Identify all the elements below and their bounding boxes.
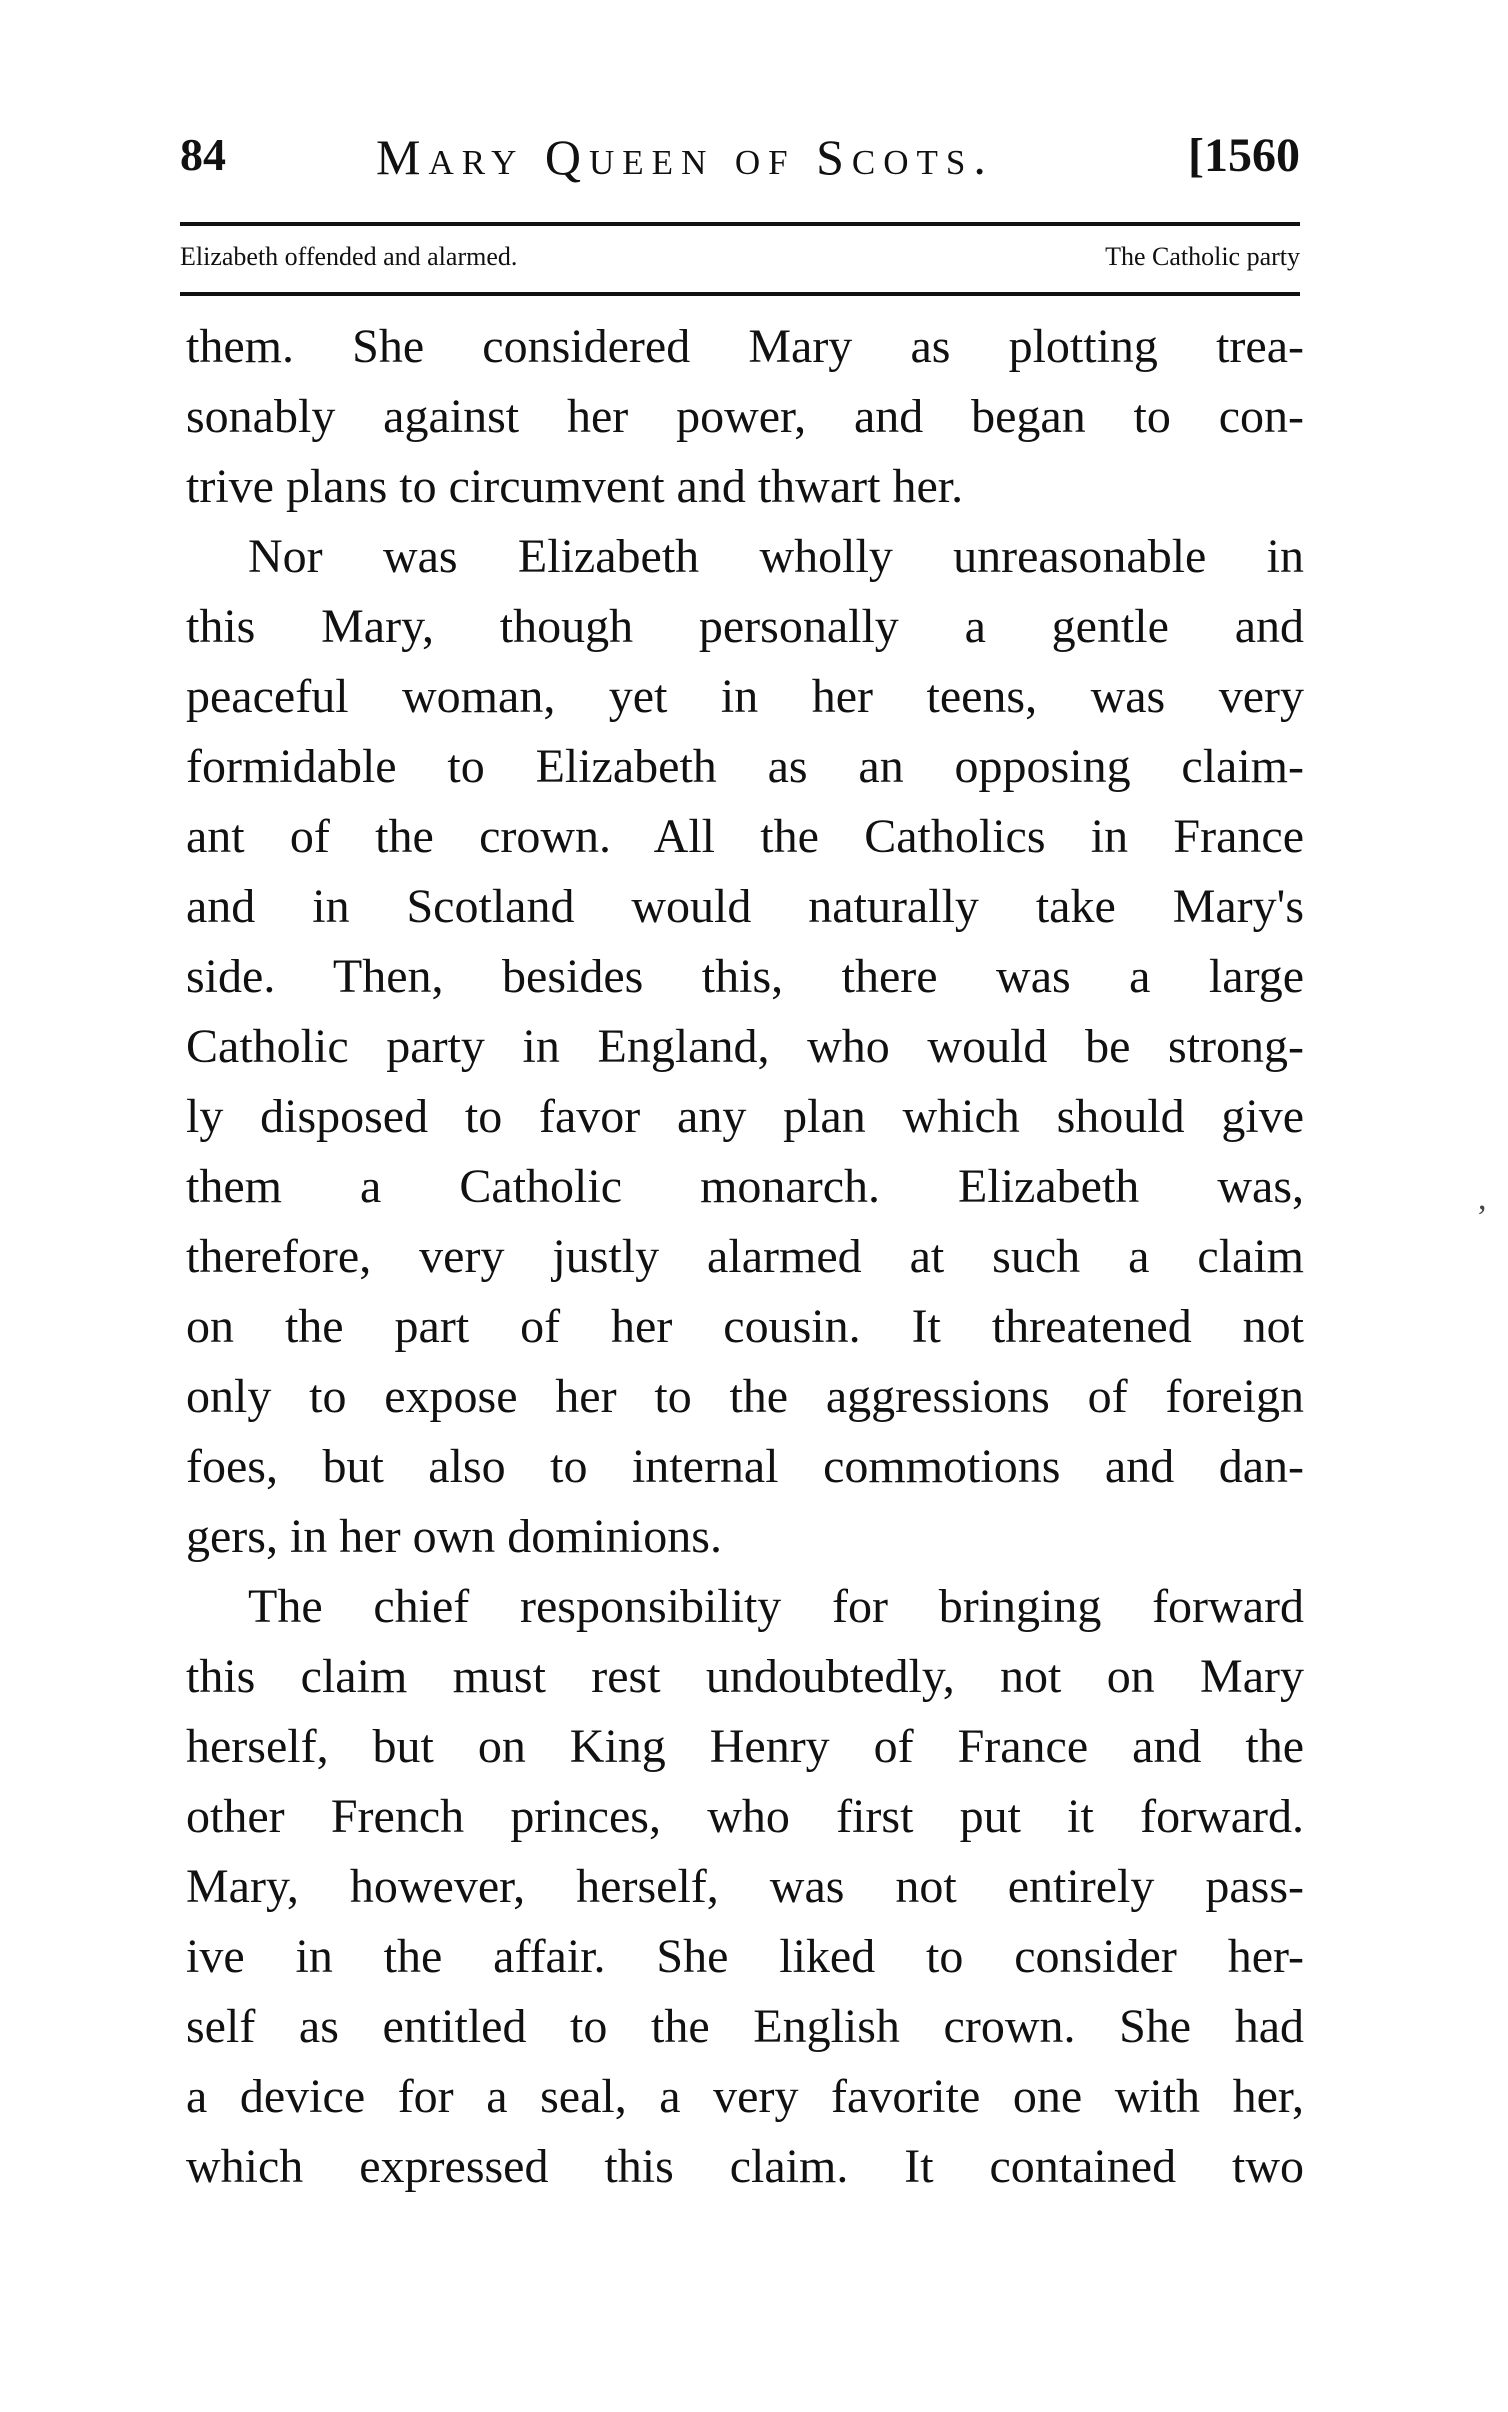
- text-line: The chief responsibility for bringing forward: [248, 1580, 1304, 1633]
- text-line: foes, but also to internal commotions and dan-: [186, 1440, 1304, 1493]
- text-line: Nor was Elizabeth wholly unreasonable in: [248, 530, 1304, 583]
- text-line: therefore, very justly alarmed at such a claim: [186, 1230, 1304, 1283]
- text-line: which expressed this claim. It contained two: [186, 2140, 1304, 2193]
- text-line: herself, but on King Henry of France and the: [186, 1720, 1304, 1773]
- text-line: a device for a seal, a very favorite one with her,: [186, 2070, 1304, 2123]
- body-text: [186, 312, 1304, 2202]
- text-line: Catholic party in England, who would be strong-: [186, 1020, 1304, 1073]
- text-line: only to expose her to the aggressions of foreign: [186, 1370, 1304, 1423]
- book-title: Mary Queen of Scots.: [376, 129, 994, 185]
- text-line: gers, in her own dominions.: [186, 1510, 722, 1563]
- paragraph-1: [186, 312, 1304, 522]
- text-line: peaceful woman, yet in her teens, was very: [186, 670, 1304, 723]
- text-line: other French princes, who first put it forward.: [186, 1790, 1304, 1843]
- text-line: self as entitled to the English crown. She had: [186, 2000, 1304, 2053]
- paragraph-2: [186, 522, 1304, 1572]
- text-line: side. Then, besides this, there was a large: [186, 950, 1304, 1003]
- text-line: formidable to Elizabeth as an opposing claim-: [186, 740, 1304, 793]
- header-rule-top: [180, 222, 1300, 226]
- margin-mark: ,: [1478, 1180, 1487, 1217]
- header-rule-bottom: [180, 292, 1300, 296]
- sidenote-bar: [180, 242, 1300, 278]
- text-line: on the part of her cousin. It threatened not: [186, 1300, 1304, 1353]
- text-line: ly disposed to favor any plan which should give: [186, 1090, 1304, 1143]
- text-line: ive in the affair. She liked to consider her-: [186, 1930, 1304, 1983]
- text-line: trive plans to circumvent and thwart her.: [186, 460, 964, 513]
- text-line: ant of the crown. All the Catholics in France: [186, 810, 1304, 863]
- text-line: them a Catholic monarch. Elizabeth was,: [186, 1160, 1304, 1213]
- text-line: this Mary, though personally a gentle and: [186, 600, 1304, 653]
- sidenote-left: Elizabeth offended and alarmed.: [180, 242, 518, 271]
- text-line: sonably against her power, and began to con-: [186, 390, 1304, 443]
- text-line: this claim must rest undoubtedly, not on Mary: [186, 1650, 1304, 1703]
- paragraph-3: [186, 1572, 1304, 2202]
- text-line: them. She considered Mary as plotting trea-: [186, 320, 1304, 373]
- page-number: 84: [180, 129, 226, 180]
- sidenote-right: The Catholic party: [1105, 242, 1300, 271]
- text-line: and in Scotland would naturally take Mary's: [186, 880, 1304, 933]
- running-head: [180, 128, 1300, 198]
- year-marker: [1560: [1188, 129, 1300, 182]
- text-line: Mary, however, herself, was not entirely pass-: [186, 1860, 1304, 1913]
